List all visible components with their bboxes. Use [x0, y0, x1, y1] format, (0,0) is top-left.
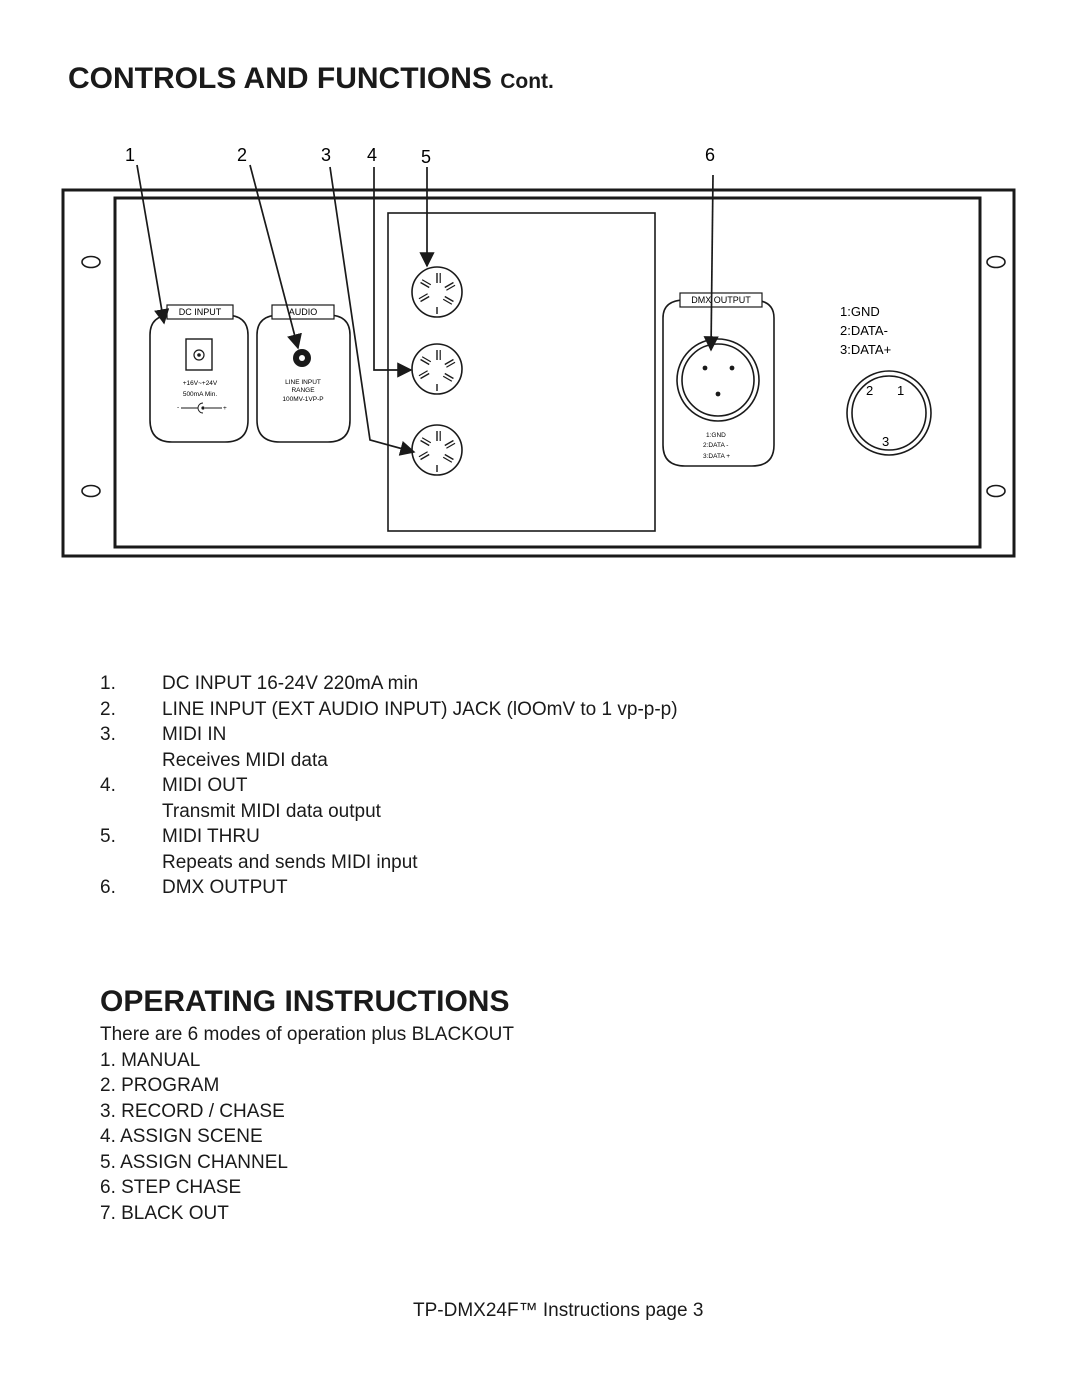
dmx-pin2: 2:DATA - [703, 442, 729, 449]
midi-out-connector-icon [412, 344, 462, 394]
dc-polarity-plus: + [223, 405, 227, 412]
midi-thru-connector-icon [412, 425, 462, 475]
function-desc: Receives MIDI data [162, 749, 328, 771]
function-item-6: 6. DMX OUTPUT [100, 877, 288, 898]
leader-3 [330, 167, 414, 452]
function-item-4: 4. MIDI OUT [100, 775, 248, 796]
inner-panel [115, 198, 980, 547]
function-item-2: 2. LINE INPUT (EXT AUDIO INPUT) JACK (lOOmV to 1 vp-p-p) [100, 698, 678, 720]
mount-hole [987, 257, 1005, 268]
page-title-main: CONTROLS AND FUNCTIONS [68, 62, 492, 95]
xlr-pinout [840, 304, 931, 455]
pinout-data-minus: 2:DATA- [840, 323, 888, 338]
function-label: MIDI THRU [162, 826, 260, 847]
dc-spec-line1: +16V~+24V [182, 380, 218, 387]
audio-block [257, 305, 350, 442]
audio-line3: 100MV-1VP-P [282, 396, 324, 403]
pinout-gnd: 1:GND [840, 304, 880, 319]
mount-hole [987, 486, 1005, 497]
function-label: MIDI IN [162, 724, 227, 745]
function-label: DMX OUTPUT [162, 877, 288, 898]
function-desc: Transmit MIDI data output [162, 800, 381, 822]
function-label: LINE INPUT (EXT AUDIO INPUT) JACK (lOOmV to 1 vp-p-p) [162, 698, 678, 720]
functions-list [100, 671, 678, 901]
leader-2 [250, 165, 298, 348]
dc-polarity-minus: - [177, 404, 180, 411]
mode-item: 5. ASSIGN CHANNEL [100, 1151, 288, 1173]
page-title-suffix: Cont. [500, 70, 554, 93]
audio-label: AUDIO [288, 307, 318, 317]
mode-item: 3. RECORD / CHASE [100, 1100, 285, 1122]
mode-item: 7. BLACK OUT [100, 1202, 229, 1224]
xlr-connector-icon [677, 339, 759, 421]
operating-intro: There are 6 modes of operation plus BLACKOUT [100, 1024, 514, 1045]
dmx-output-block [663, 293, 774, 466]
function-item-5: 5. MIDI THRU [100, 826, 260, 847]
rear-panel-diagram [0, 0, 1080, 580]
callout-2: 2 [237, 145, 248, 165]
dc-input-block [150, 305, 248, 442]
function-item-3: 3. MIDI IN [100, 724, 227, 745]
function-label: DC INPUT 16-24V 220mA min [162, 673, 419, 694]
page-footer: TP-DMX24F™ Instructions page 3 [413, 1300, 704, 1321]
mode-item: 4. ASSIGN SCENE [100, 1126, 263, 1147]
leader-6 [711, 175, 713, 350]
midi-panel [388, 213, 655, 531]
mount-hole [82, 257, 100, 268]
pinout-num-1: 1 [897, 383, 905, 398]
pinout-num-2: 2 [866, 383, 874, 398]
dc-input-label: DC INPUT [178, 307, 222, 317]
dmx-pin1: 1:GND [706, 432, 726, 439]
callout-6: 6 [705, 145, 716, 165]
mode-item: 1. MANUAL [100, 1049, 201, 1071]
dmx-pin3: 3:DATA + [703, 453, 731, 460]
function-desc: Repeats and sends MIDI input [162, 851, 418, 873]
mount-hole [82, 486, 100, 497]
mode-item: 2. PROGRAM [100, 1075, 220, 1096]
dc-spec-line2: 500mA Min. [182, 391, 218, 398]
callout-3: 3 [321, 145, 332, 165]
section-title: OPERATING INSTRUCTIONS [100, 985, 510, 1018]
pinout-num-3: 3 [882, 434, 890, 449]
rack-frame [63, 190, 1014, 556]
callout-5: 5 [421, 147, 432, 167]
mode-item: 6. STEP CHASE [100, 1177, 242, 1198]
operating-body [100, 1022, 514, 1226]
audio-line1: LINE INPUT [285, 379, 321, 386]
midi-in-connector-icon [412, 267, 462, 317]
dmx-output-label: DMX OUTPUT [691, 295, 751, 305]
function-label: MIDI OUT [162, 775, 248, 796]
callout-1: 1 [125, 145, 136, 165]
function-item-1: 1. DC INPUT 16-24V 220mA min [100, 673, 419, 694]
callout-4: 4 [367, 145, 378, 165]
pinout-data-plus: 3:DATA+ [840, 342, 892, 357]
audio-line2: RANGE [291, 387, 315, 394]
